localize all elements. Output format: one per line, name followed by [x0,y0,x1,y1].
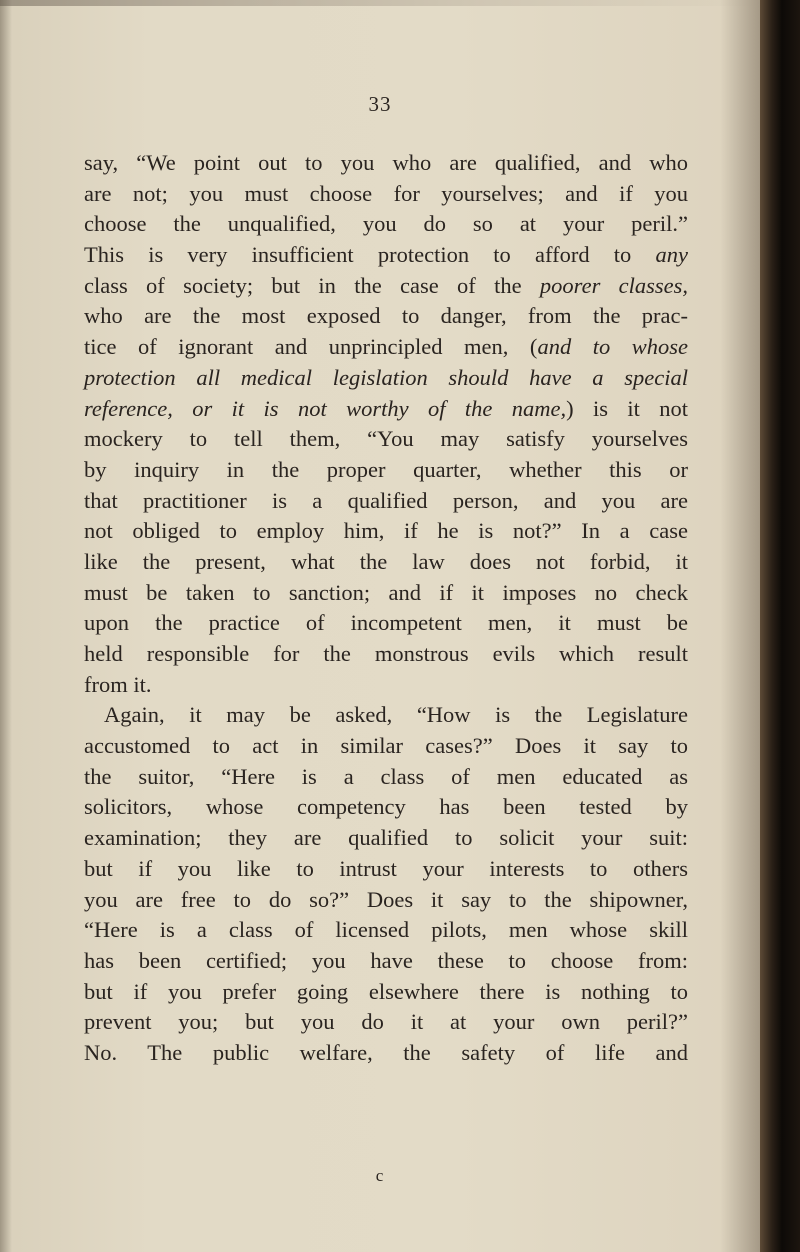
text-line [84,332,688,363]
italic-text: protection all medical legislation should have a special [84,364,688,390]
italic-text: any [655,242,688,268]
text-segment: the suitor, “Here is a class of men educated as [84,763,688,789]
text-line [84,608,688,639]
text-segment: held responsible for the monstrous evils which result [84,641,688,666]
text-segment: class of society; but in the case of the [84,272,540,298]
text-segment: you are free to do so?” Does it say to the shipowner, [84,886,688,912]
text-line [84,670,688,701]
text-line [84,516,688,547]
signature-mark: c [375,1166,385,1185]
text-line [84,148,688,179]
text-segment: “Here is a class of licensed pilots, men whose skill [84,917,688,943]
text-segment: Again, it may be asked, “How is the Legislature [104,702,688,728]
text-segment: mockery to tell them, “You may satisfy yourselves [84,426,688,452]
text-segment: say, “We point out to you who are qualified, and who [84,150,688,175]
text-line [84,394,688,425]
body-text [84,148,688,1069]
text-line [84,547,688,578]
text-line [84,885,688,916]
page-top-shadow [0,0,760,6]
text-segment: This is very insufficient protection to afford to [84,242,656,268]
text-segment: from it. [84,671,152,697]
italic-text: poorer classes, [539,272,688,298]
text-line [84,240,688,271]
text-line [84,424,688,455]
text-line [84,1007,688,1038]
text-line [84,915,688,946]
text-line [84,271,688,302]
text-segment: examination; they are qualified to solicit your suit: [84,825,688,851]
text-line [84,762,688,793]
text-segment: who are the most exposed to danger, from the prac- [84,303,688,329]
text-line [84,977,688,1008]
text-line [84,578,688,609]
text-segment: tice of ignorant and unprincipled men, ( [84,334,538,360]
text-line [84,700,688,731]
text-line [84,946,688,977]
gutter-shadow [720,0,760,1252]
text-segment: must be taken to sanction; and if it imposes no check [84,579,688,605]
italic-text: reference, or it is not worthy of the name, [84,395,567,421]
text-segment: solicitors, whose competency has been tested by [84,794,688,820]
text-segment: upon the practice of incompetent men, it must be [84,610,688,636]
text-line [84,1038,688,1069]
text-line [84,486,688,517]
book-binding [760,0,800,1252]
text-segment: ) is it not [566,395,688,421]
text-line [84,455,688,486]
page-left-shadow [0,0,12,1252]
text-segment: by inquiry in the proper quarter, whether this or [84,456,688,482]
text-segment: No. The public welfare, the safety of life and [84,1039,688,1065]
text-line [84,179,688,210]
page-number: 33 [368,92,392,116]
text-line [84,731,688,762]
text-segment: are not; you must choose for yourselves; and if you [84,180,688,206]
text-line [84,301,688,332]
text-segment: but if you like to intrust your interests to others [84,855,688,881]
text-line [84,792,688,823]
text-segment: like the present, what the law does not forbid, it [84,548,688,574]
text-segment: accustomed to act in similar cases?” Does it say to [84,733,688,759]
text-line [84,823,688,854]
text-line [84,209,688,240]
text-segment: that practitioner is a qualified person, and you are [84,487,688,513]
text-segment: but if you prefer going elsewhere there is nothing to [84,978,688,1004]
text-line [84,639,688,670]
text-segment: has been certified; you have these to choose from: [84,947,688,973]
text-line [84,363,688,394]
text-line [84,854,688,885]
text-segment: prevent you; but you do it at your own peril?” [84,1009,688,1035]
text-segment: not obliged to employ him, if he is not?” In a case [84,518,688,544]
text-segment: choose the unqualified, you do so at your peril.” [84,211,688,237]
italic-text: and to whose [537,334,688,360]
